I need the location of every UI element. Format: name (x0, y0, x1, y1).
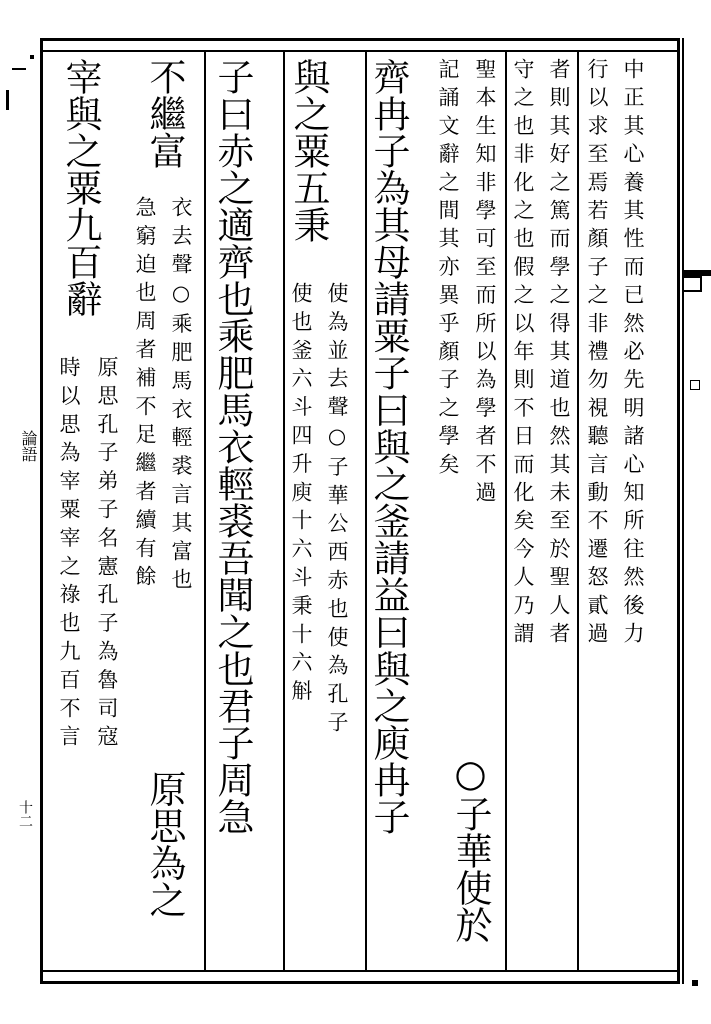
text-column: 中正其心養其性而已然必先明諸心知所往然後力 (621, 58, 645, 651)
margin-mark (12, 58, 26, 70)
main-text-segment: 不繼富 (143, 58, 186, 169)
commentary-column: 急窮迫也周者補不足繼者續有餘 (133, 196, 157, 594)
main-text-segment: 原思為之 (143, 770, 186, 918)
commentary-column: 衣去聲○乘肥馬衣輕裘言其富也 (169, 196, 193, 597)
commentary-column: 使為並去聲○子華公西赤也使為孔子 (325, 282, 349, 740)
margin-page-number: 十二 (17, 800, 33, 828)
column-rule (283, 50, 285, 970)
frame-inner-line (40, 970, 680, 972)
frame-inner-line (40, 50, 680, 52)
text-column: 記誦文辭之間其亦異乎顏子之學矣 (436, 58, 460, 481)
text-column: 行以求至焉若顏子之非禮勿視聽言動不遷怒貳過 (585, 58, 609, 651)
book-edge-mark (682, 276, 702, 292)
column-rule (577, 50, 579, 970)
main-text-segment: 與之粟五秉 (287, 58, 330, 243)
commentary-column: 原思孔子弟子名憲孔子為魯司寇 (95, 356, 119, 754)
main-text-column: 齊冉子為其母請粟子曰與之釜請益曰與之庾冉子 (367, 58, 410, 835)
book-edge-mark (690, 380, 700, 390)
commentary-column: 時以思為宰粟宰之祿也九百不言 (57, 356, 81, 754)
commentary-column: 使也釜六斗四升庾十六斗秉十六斛 (289, 282, 313, 708)
main-text-column: 子曰赤之適齊也乘肥馬衣輕裘吾聞之也君子周急 (211, 58, 254, 835)
text-column: 者則其好之篤而學之得其道也然其未至於聖人者 (547, 58, 571, 651)
margin-title: 論語 (19, 430, 38, 462)
text-column: 聖本生知非學可至而所以為學者不過 (473, 58, 497, 510)
column-rule (505, 50, 507, 970)
main-text-segment: ○子華使於 (449, 752, 492, 943)
main-text-segment: 宰與之粟九百辭 (59, 58, 102, 317)
book-edge (682, 38, 684, 984)
margin-mark (6, 90, 9, 110)
page-margin (0, 38, 40, 984)
margin-mark (30, 55, 34, 59)
text-column: 守之也非化之也假之以年則不日而化矣今人乃謂 (511, 58, 535, 651)
book-edge-mark (692, 980, 698, 986)
column-rule (204, 50, 206, 970)
